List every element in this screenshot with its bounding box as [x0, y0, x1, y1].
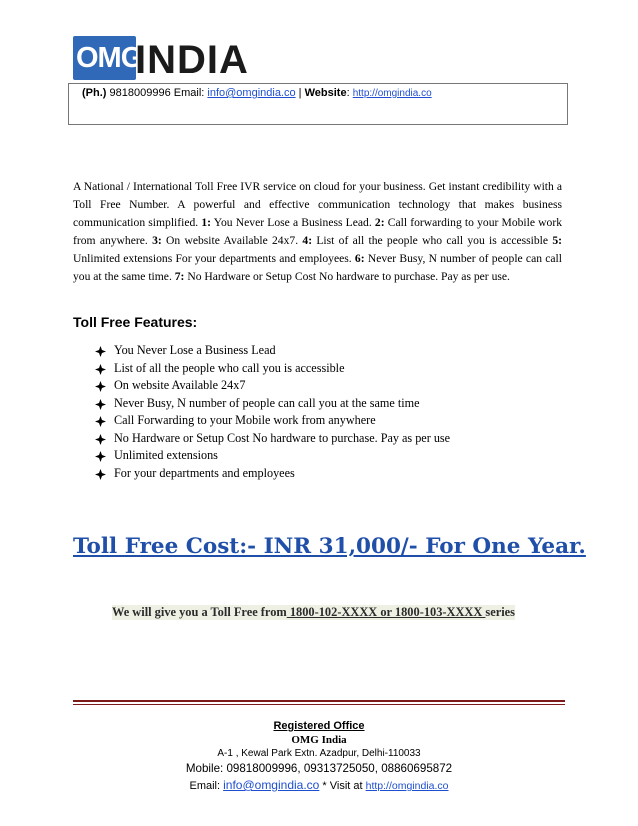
feature-text: For your departments and employees: [114, 465, 295, 480]
series-suffix: series: [485, 605, 516, 619]
diamond-bullet-icon: [95, 364, 106, 375]
header-email-link[interactable]: info@omgindia.co: [207, 87, 296, 99]
logo-omg-box: [73, 36, 143, 80]
header-website-link[interactable]: http://omgindia.co: [352, 88, 432, 99]
point-number: 4:: [302, 234, 313, 247]
intro-text: Never Busy, N number of people can call you at the same time.: [73, 252, 563, 283]
list-item: [95, 430, 450, 448]
series-range: 1800-102-XXXX or 1800-103-XXXX: [286, 605, 486, 619]
footer-mobile: Mobile: 09818009996, 09313725050, 08860695872: [185, 762, 453, 775]
point-number: 1:: [201, 216, 212, 229]
intro-text: A National / International Toll Free IVR service on cloud for your business. Get instant credibility with a Toll Free Number. A powerful and effective communication technology that makes business communication simplified.: [73, 180, 562, 229]
footer: [0, 719, 638, 795]
features-list: [95, 342, 450, 482]
diamond-bullet-icon: [95, 434, 106, 445]
list-item: [95, 360, 450, 378]
footer-email-label: Email:: [189, 780, 224, 792]
diamond-bullet-icon: [95, 451, 106, 462]
feature-text: No Hardware or Setup Cost No hardware to purchase. Pay as per use: [114, 430, 451, 445]
intro-text: You Never Lose a Business Lead.: [211, 216, 375, 229]
website-colon: :: [346, 87, 350, 99]
contact-line: [82, 87, 432, 99]
diamond-bullet-icon: [95, 399, 106, 410]
email-label: Email:: [173, 87, 205, 99]
list-item: [95, 342, 450, 360]
point-number: 2:: [374, 216, 385, 229]
intro-text: No Hardware or Setup Cost No hardware to purchase. Pay as per use.: [184, 270, 510, 283]
logo-omg-text: OMG: [76, 42, 143, 74]
series-prefix: We will give you a Toll Free from: [112, 605, 287, 619]
features-title: Toll Free Features:: [73, 314, 198, 330]
cost-heading: Toll Free Cost:- INR 31,000/- For One Year.: [73, 534, 586, 559]
series-line: [112, 605, 515, 620]
footer-heading: Registered Office: [273, 720, 365, 732]
list-item: [95, 465, 450, 483]
intro-text: Unlimited extensions For your departments and employees.: [73, 252, 355, 265]
phone-number: 9818009996: [109, 87, 171, 99]
footer-email-line: [0, 777, 638, 795]
diamond-bullet-icon: [95, 346, 106, 357]
intro-text: On website Available 24x7.: [161, 234, 303, 247]
intro-text: Call forwarding to your Mobile work from anywhere.: [73, 216, 562, 247]
footer-company: OMG India: [291, 734, 347, 746]
point-number: 6:: [354, 252, 365, 265]
feature-text: Never Busy, N number of people can call you at the same time: [114, 395, 420, 410]
feature-text: List of all the people who call you is accessible: [114, 360, 345, 375]
list-item: [95, 377, 450, 395]
separator: |: [298, 87, 302, 99]
intro-paragraph: [73, 178, 562, 286]
diamond-bullet-icon: [95, 416, 106, 427]
company-logo: [73, 36, 493, 86]
contact-box: [68, 83, 568, 125]
point-number: 5:: [552, 234, 562, 247]
footer-address: A-1 , Kewal Park Extn. Azadpur, Delhi-110033: [217, 748, 421, 759]
footer-website-link[interactable]: http://omgindia.co: [365, 780, 449, 792]
footer-visit-text: * Visit at: [319, 780, 366, 792]
phone-label: (Ph.): [82, 87, 107, 99]
footer-email-link[interactable]: info@omgindia.co: [223, 778, 320, 792]
website-label: Website: [304, 87, 347, 99]
point-number: 3:: [152, 234, 162, 247]
list-item: [95, 395, 450, 413]
feature-text: Unlimited extensions: [114, 448, 218, 462]
feature-text: On website Available 24x7: [114, 378, 246, 392]
diamond-bullet-icon: [95, 381, 106, 392]
footer-rule: [73, 704, 565, 705]
list-item: [95, 447, 450, 465]
point-number: 7:: [174, 270, 185, 283]
footer-rule: [73, 700, 565, 702]
logo-india-text: INDIA: [135, 38, 249, 82]
list-item: [95, 412, 450, 430]
feature-text: You Never Lose a Business Lead: [114, 343, 276, 357]
diamond-bullet-icon: [95, 469, 106, 480]
feature-text: Call Forwarding to your Mobile work from anywhere: [114, 413, 376, 427]
intro-text: List of all the people who call you is accessible: [312, 234, 553, 247]
